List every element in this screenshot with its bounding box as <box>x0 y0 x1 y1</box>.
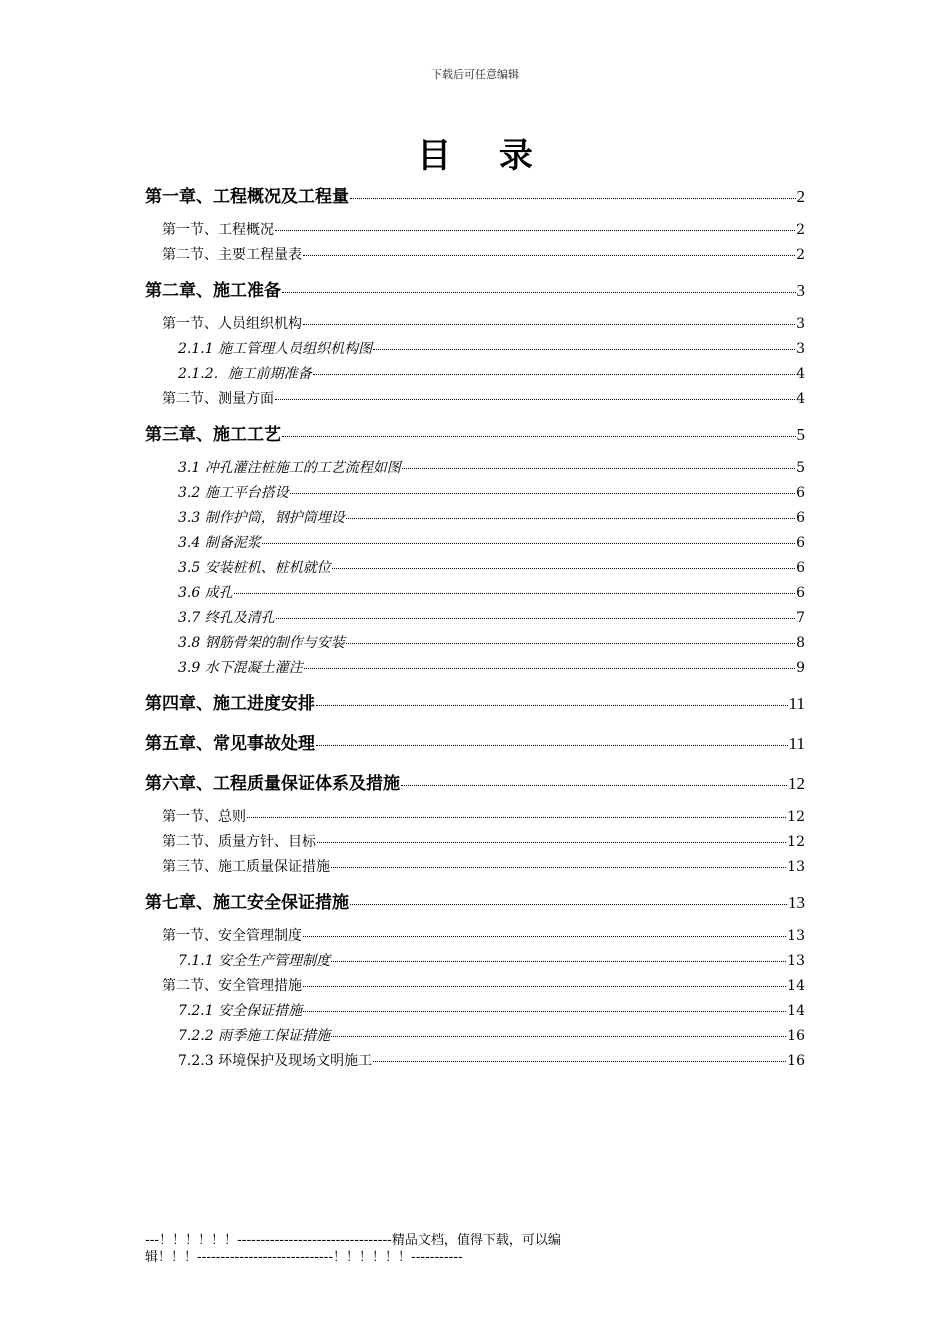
toc-page-number: 14 <box>787 978 805 994</box>
toc-entry-label: 第三节、施工质量保证措施 <box>162 859 330 875</box>
toc-page-number: 4 <box>796 366 805 382</box>
toc-dot-leader <box>303 324 795 325</box>
toc-entry-chapter[interactable] <box>145 767 805 801</box>
toc-page-number: 8 <box>796 635 805 651</box>
toc-entry-chapter[interactable] <box>145 886 805 920</box>
toc-dot-leader <box>332 568 795 569</box>
toc-entry-chapter[interactable] <box>145 274 805 308</box>
toc-entry-sub[interactable] <box>145 337 805 362</box>
toc-entry-label: 第六章、工程质量保证体系及措施 <box>145 774 400 794</box>
toc-dot-leader <box>331 867 786 868</box>
toc-entry-label: 第三章、施工工艺 <box>145 425 281 445</box>
toc-entry-chapter[interactable] <box>145 727 805 761</box>
toc-page-number: 6 <box>796 535 805 551</box>
toc-dot-leader <box>316 705 788 706</box>
toc-entry-section[interactable] <box>145 974 805 999</box>
page-title: 目 录 <box>417 136 551 176</box>
toc-entry-label: 7.2.3 环境保护及现场文明施工 <box>178 1053 373 1069</box>
toc-dot-leader <box>282 292 796 293</box>
toc-dot-leader <box>303 986 786 987</box>
toc-dot-leader <box>316 745 788 746</box>
toc-page-number: 16 <box>787 1053 805 1069</box>
toc-entry-label: 3.1 冲孔灌注桩施工的工艺流程如图 <box>178 460 401 476</box>
toc-page-number: 13 <box>787 928 805 944</box>
toc-page-number: 13 <box>787 953 805 969</box>
header-note: 下载后可任意编辑 <box>431 68 519 81</box>
toc-entry-label: 第七章、施工安全保证措施 <box>145 893 349 913</box>
toc-page-number: 5 <box>796 460 805 476</box>
toc-entry-chapter[interactable] <box>145 180 805 214</box>
toc-page-number: 13 <box>788 893 805 912</box>
toc-dot-leader <box>350 904 787 905</box>
toc-entry-label: 第二章、施工准备 <box>145 281 281 301</box>
toc-dot-leader <box>303 255 795 256</box>
toc-dot-leader <box>402 468 795 469</box>
toc-page-number: 13 <box>787 859 805 875</box>
toc-entry-label: 2.1.2．施工前期准备 <box>178 366 312 382</box>
toc-entry-label: 3.8 钢筋骨架的制作与安装 <box>178 635 345 651</box>
toc-entry-chapter[interactable] <box>145 687 805 721</box>
toc-page-number: 2 <box>796 247 805 263</box>
toc-page-number: 2 <box>796 222 805 238</box>
toc-entry-label: 第二节、质量方针、目标 <box>162 834 316 850</box>
toc-entry-sub-plain[interactable] <box>145 1049 805 1074</box>
toc-entry-label: 7.2.2 雨季施工保证措施 <box>178 1028 331 1044</box>
toc-entry-label: 7.2.1 安全保证措施 <box>178 1003 303 1019</box>
footer-note <box>145 1232 615 1266</box>
toc-dot-leader <box>275 230 795 231</box>
toc-dot-leader <box>234 593 795 594</box>
footer-line-2: 辑！！！-----------------------------！！！！！！----------- <box>145 1250 463 1265</box>
toc-entry-label: 第一章、工程概况及工程量 <box>145 187 349 207</box>
toc-entry-section[interactable] <box>145 805 805 830</box>
toc-entry-label: 3.2 施工平台搭设 <box>178 485 289 501</box>
toc-page-number: 9 <box>796 660 805 676</box>
toc-page-number: 11 <box>788 734 805 753</box>
toc-entry-label: 第四章、施工进度安排 <box>145 694 315 714</box>
toc-dot-leader <box>331 961 786 962</box>
toc-entry-section[interactable] <box>145 218 805 243</box>
toc-page-number: 12 <box>787 834 805 850</box>
toc-entry-label: 3.9 水下混凝土灌注 <box>178 660 303 676</box>
toc-entry-label: 3.6 成孔 <box>178 585 233 601</box>
toc-entry-sub[interactable] <box>145 606 805 631</box>
toc-entry-section[interactable] <box>145 312 805 337</box>
toc-entry-label: 第一节、工程概况 <box>162 222 274 238</box>
toc-dot-leader <box>303 1011 786 1012</box>
toc-page-number: 16 <box>787 1028 805 1044</box>
toc-page-number: 3 <box>796 281 805 300</box>
toc-entry-section[interactable] <box>145 924 805 949</box>
toc-entry-label: 3.3 制作护筒，钢护筒埋设 <box>178 510 345 526</box>
toc-dot-leader <box>313 374 795 375</box>
toc-page-number: 4 <box>796 391 805 407</box>
toc-entry-sub[interactable] <box>145 362 805 387</box>
toc-entry-sub[interactable] <box>145 999 805 1024</box>
toc-dot-leader <box>346 518 795 519</box>
toc-entry-sub[interactable] <box>145 656 805 681</box>
toc-page-number: 3 <box>796 316 805 332</box>
toc-entry-label: 第一节、人员组织机构 <box>162 316 302 332</box>
toc-entry-section[interactable] <box>145 243 805 268</box>
toc-dot-leader <box>373 349 795 350</box>
toc-dot-leader <box>350 198 796 199</box>
toc-entry-sub[interactable] <box>145 581 805 606</box>
toc-dot-leader <box>401 785 787 786</box>
toc-entry-label: 3.4 制备泥浆 <box>178 535 261 551</box>
toc-page-number: 12 <box>787 809 805 825</box>
toc-entry-chapter[interactable] <box>145 418 805 452</box>
toc-entry-sub[interactable] <box>145 1024 805 1049</box>
toc-entry-section[interactable] <box>145 855 805 880</box>
toc-page-number: 11 <box>788 694 805 713</box>
toc-page-number: 5 <box>796 425 805 444</box>
toc-entry-label: 第二节、安全管理措施 <box>162 978 302 994</box>
toc-entry-sub[interactable] <box>145 556 805 581</box>
toc-entry-sub[interactable] <box>145 949 805 974</box>
toc-entry-section[interactable] <box>145 830 805 855</box>
toc-dot-leader <box>317 842 786 843</box>
toc-dot-leader <box>303 936 786 937</box>
toc-entry-sub[interactable] <box>145 531 805 556</box>
footer-line-1: ---！！！！！！---------------------------------精品文档，值得下载，可以编 <box>145 1233 561 1248</box>
toc-dot-leader <box>247 817 786 818</box>
toc-dot-leader <box>282 436 796 437</box>
toc-page-number: 3 <box>796 341 805 357</box>
toc-entry-sub[interactable] <box>145 481 805 506</box>
toc-page-number: 6 <box>796 585 805 601</box>
toc-entry-label: 第一节、总则 <box>162 809 246 825</box>
toc-entry-label: 3.7 终孔及清孔 <box>178 610 275 626</box>
toc-entry-sub[interactable] <box>145 456 805 481</box>
toc-page-number: 6 <box>796 560 805 576</box>
toc-entry-label: 第二节、主要工程量表 <box>162 247 302 263</box>
table-of-contents <box>145 180 805 1074</box>
toc-page-number: 2 <box>796 187 805 206</box>
toc-dot-leader <box>331 1036 786 1037</box>
toc-dot-leader <box>346 643 795 644</box>
toc-dot-leader <box>373 1061 786 1062</box>
toc-entry-label: 3.5 安装桩机、桩机就位 <box>178 560 331 576</box>
toc-entry-section[interactable] <box>145 387 805 412</box>
toc-entry-label: 2.1.1 施工管理人员组织机构图 <box>178 341 373 357</box>
toc-dot-leader <box>262 543 795 544</box>
toc-page-number: 6 <box>796 510 805 526</box>
toc-dot-leader <box>304 668 795 669</box>
toc-entry-label: 第一节、安全管理制度 <box>162 928 302 944</box>
toc-entry-label: 第二节、测量方面 <box>162 391 274 407</box>
toc-page-number: 7 <box>796 610 805 626</box>
toc-page-number: 14 <box>787 1003 805 1019</box>
toc-dot-leader <box>276 618 795 619</box>
toc-page-number: 6 <box>796 485 805 501</box>
toc-entry-label: 第五章、常见事故处理 <box>145 734 315 754</box>
toc-dot-leader <box>290 493 795 494</box>
toc-entry-sub[interactable] <box>145 506 805 531</box>
toc-dot-leader <box>275 399 795 400</box>
toc-entry-label: 7.1.1 安全生产管理制度 <box>178 953 331 969</box>
toc-page-number: 12 <box>788 774 805 793</box>
toc-entry-sub[interactable] <box>145 631 805 656</box>
